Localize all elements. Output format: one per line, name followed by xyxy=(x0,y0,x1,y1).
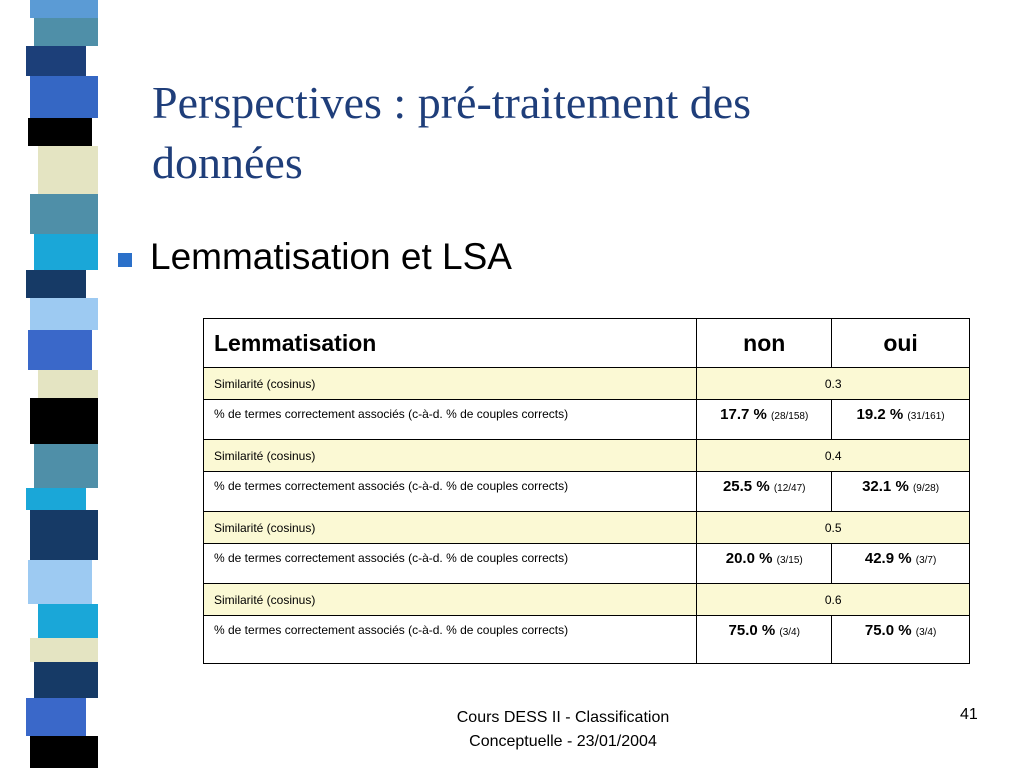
percentage-label: % de termes correctement associés (c-à-d. % de couples corrects) xyxy=(204,544,697,584)
stripe-segment xyxy=(34,18,98,46)
stripe-segment xyxy=(30,510,98,560)
similarity-row xyxy=(204,368,970,400)
percentage-row xyxy=(204,616,970,664)
stripe-segment xyxy=(26,698,86,736)
stripe-segment xyxy=(38,146,98,194)
oui-percent: 42.9 % xyxy=(864,550,912,567)
stripe-segment xyxy=(34,662,98,698)
stripe-segment xyxy=(26,46,86,76)
similarity-value: 0.5 xyxy=(697,512,970,544)
header-non: non xyxy=(697,319,832,368)
percentage-row xyxy=(204,400,970,440)
stripe-segment xyxy=(30,194,98,234)
stripe-segment xyxy=(30,398,98,444)
similarity-value: 0.6 xyxy=(697,584,970,616)
non-fraction: (3/4) xyxy=(779,627,800,638)
similarity-label: Similarité (cosinus) xyxy=(204,440,697,472)
stripe-segment xyxy=(34,234,98,270)
similarity-value: 0.3 xyxy=(697,368,970,400)
percentage-label: % de termes correctement associés (c-à-d. % de couples corrects) xyxy=(204,472,697,512)
non-fraction: (28/158) xyxy=(771,411,809,422)
oui-fraction: (3/7) xyxy=(915,555,937,566)
footer-course-info xyxy=(380,706,746,754)
non-percent: 25.5 % xyxy=(722,478,770,495)
table-header-row xyxy=(204,319,970,368)
header-lemmatisation: Lemmatisation xyxy=(204,319,697,368)
bullet-text: Lemmatisation et LSA xyxy=(150,236,512,277)
oui-cell xyxy=(832,616,970,664)
stripe-segment xyxy=(38,370,98,398)
oui-cell xyxy=(832,544,970,584)
non-fraction: (3/15) xyxy=(776,555,803,566)
bullet-item xyxy=(118,236,512,278)
oui-fraction: (9/28) xyxy=(912,483,940,494)
similarity-row xyxy=(204,440,970,472)
stripe-segment xyxy=(28,330,92,370)
oui-cell xyxy=(832,400,970,440)
similarity-label: Similarité (cosinus) xyxy=(204,584,697,616)
stripe-segment xyxy=(30,298,98,330)
similarity-label: Similarité (cosinus) xyxy=(204,512,697,544)
stripe-segment xyxy=(28,118,92,146)
non-percent: 75.0 % xyxy=(728,622,776,639)
percentage-row xyxy=(204,544,970,584)
similarity-row xyxy=(204,512,970,544)
oui-percent: 75.0 % xyxy=(864,622,912,639)
oui-fraction: (31/161) xyxy=(907,411,945,422)
stripe-segment xyxy=(38,604,98,638)
footer-line-2: Conceptuelle - 23/01/2004 xyxy=(469,733,657,750)
stripe-segment xyxy=(34,444,98,488)
non-cell xyxy=(697,544,832,584)
similarity-value: 0.4 xyxy=(697,440,970,472)
stripe-segment xyxy=(26,270,86,298)
header-oui: oui xyxy=(832,319,970,368)
oui-percent: 32.1 % xyxy=(862,478,909,495)
percentage-label: % de termes correctement associés (c-à-d. % de couples corrects) xyxy=(204,616,697,664)
page-number: 41 xyxy=(960,706,978,723)
non-cell xyxy=(697,472,832,512)
stripe-segment xyxy=(30,0,98,18)
non-cell xyxy=(697,400,832,440)
percentage-row xyxy=(204,472,970,512)
footer-line-1: Cours DESS II - Classification xyxy=(456,709,670,726)
similarity-label: Similarité (cosinus) xyxy=(204,368,697,400)
square-bullet-icon xyxy=(118,253,132,267)
oui-cell xyxy=(832,472,970,512)
non-fraction: (12/47) xyxy=(773,483,806,494)
oui-percent: 19.2 % xyxy=(856,406,904,423)
stripe-segment xyxy=(30,736,98,768)
oui-fraction: (3/4) xyxy=(915,627,937,638)
non-percent: 17.7 % xyxy=(720,406,767,423)
slide-title xyxy=(152,73,972,193)
percentage-label: % de termes correctement associés (c-à-d. % de couples corrects) xyxy=(204,400,697,440)
stripe-segment xyxy=(30,638,98,662)
slide-title-line-2: données xyxy=(152,137,303,188)
stripe-segment xyxy=(30,76,98,118)
decorative-stripe-bar xyxy=(30,0,98,768)
non-percent: 20.0 % xyxy=(725,550,773,567)
slide-title-line-1: Perspectives : pré-traitement des xyxy=(152,77,752,128)
results-table xyxy=(203,318,970,664)
non-cell xyxy=(697,616,832,664)
stripe-segment xyxy=(28,560,92,604)
stripe-segment xyxy=(26,488,86,510)
similarity-row xyxy=(204,584,970,616)
